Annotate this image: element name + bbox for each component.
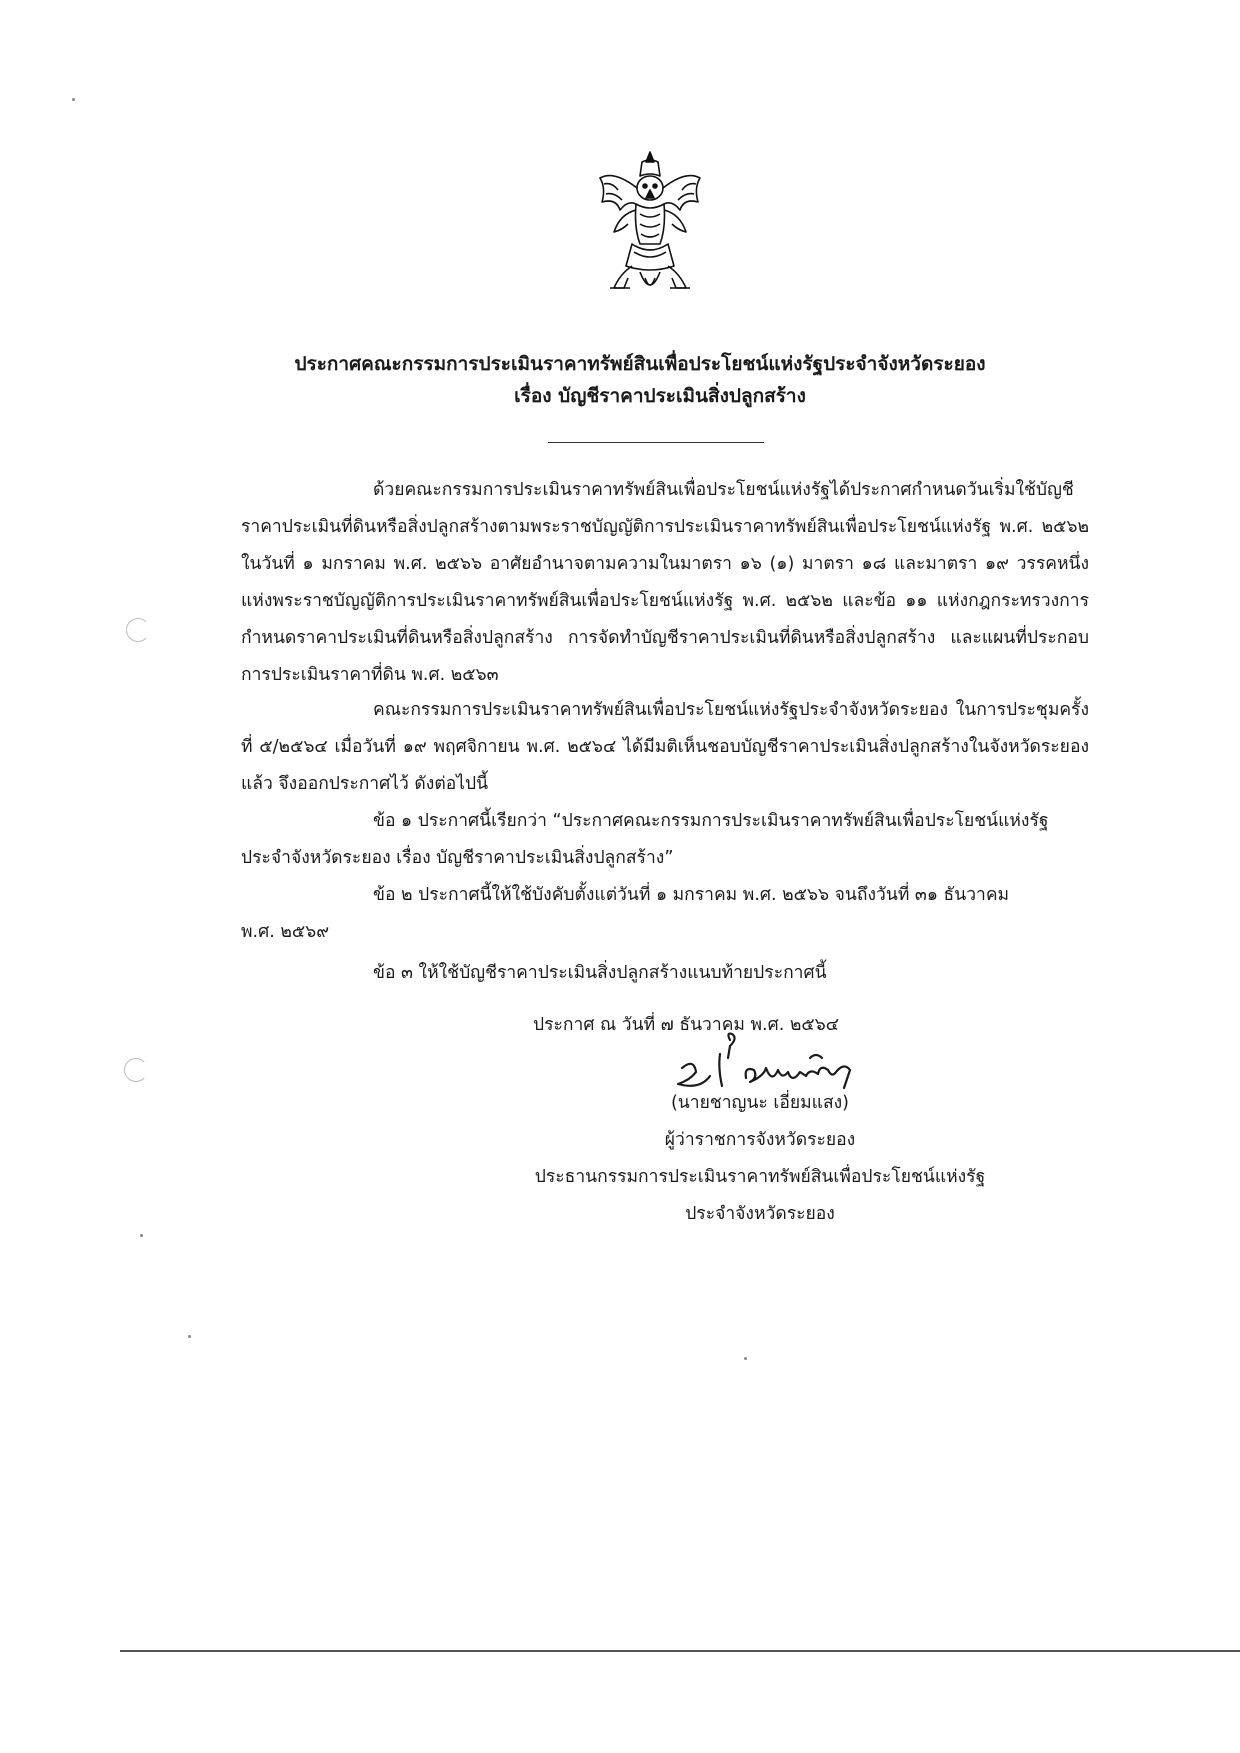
punch-hole-mark [124,1058,148,1082]
scan-speck [72,98,75,101]
scan-speck [188,1335,191,1338]
title-divider [548,442,764,443]
clause-1-line-1: ข้อ ๑ ประกาศนี้เรียกว่า “ประกาศคณะกรรมการประเมินราคาทรัพย์สินเพื่อประโยชน์แห่งรัฐ [373,811,1049,831]
signer-name: (นายชาญนะ เอี่ยมแสง) [670,1093,850,1113]
punch-hole-mark [126,618,150,642]
signer-title: ผู้ว่าราชการจังหวัดระยอง [664,1130,856,1150]
announcement-date: ประกาศ ณ วันที่ ๗ ธันวาคม พ.ศ. ๒๕๖๔ [533,1015,839,1035]
preamble-paragraph: ด้วยคณะกรรมการประเมินราคาทรัพย์สินเพื่อประโยชน์แห่งรัฐได้ประกาศกำหนดวันเริ่มใช้บัญชีราคาประเมินที่ดินหรือสิ่งปลูกสร้างตามพระราชบัญญัติการประเมินราคาทรัพย์สินเพื่อประโยชน์แห่งรัฐ พ.ศ. ๒๕๖๒ ในวันที่ ๑ มกราคม พ.ศ. ๒๕๖๖ อาศัยอำนาจตามความในมาตรา ๑๖ (๑) มาตรา ๑๘ และมาตรา ๑๙ วรรคหนึ่ง แห่งพระราชบัญญัติการประเมินราคาทรัพย์สินเพื่อประโยชน์แห่งรัฐ พ.ศ. ๒๕๖๒ และข้อ ๑๑ แห่งกฎกระทรวงการกำหนดราคาประเมินที่ดินหรือสิ่งปลูกสร้าง การจัดทำบัญชีราคาประเมินที่ดินหรือสิ่งปลูกสร้าง และแผนที่ประกอบการประเมินราคาที่ดิน พ.ศ. ๒๕๖๓ [241,480,1089,685]
document-subject: เรื่อง บัญชีราคาประเมินสิ่งปลูกสร้าง [514,385,806,407]
scan-edge-line [120,1650,1240,1652]
resolution-paragraph: คณะกรรมการประเมินราคาทรัพย์สินเพื่อประโยชน์แห่งรัฐประจำจังหวัดระยอง ในการประชุมครั้งที่ ๕/๒๕๖๔ เมื่อวันที่ ๑๙ พฤศจิกายน พ.ศ. ๒๕๖๔ ได้มีมติเห็นชอบบัญชีราคาประเมินสิ่งปลูกสร้างในจังหวัดระยองแล้ว จึงออกประกาศไว้ ดังต่อไปนี้ [241,700,1089,794]
document-title: ประกาศคณะกรรมการประเมินราคาทรัพย์สินเพื่อประโยชน์แห่งรัฐประจำจังหวัดระยอง [294,353,986,375]
scan-speck [744,1357,747,1360]
garuda-emblem-icon [590,148,710,306]
clause-2-line-2: พ.ศ. ๒๕๖๙ [241,922,330,942]
clause-1-line-2: ประจำจังหวัดระยอง เรื่อง บัญชีราคาประเมินสิ่งปลูกสร้าง” [241,848,674,868]
scan-speck [140,1234,143,1237]
clause-3: ข้อ ๓ ให้ใช้บัญชีราคาประเมินสิ่งปลูกสร้างแนบท้ายประกาศนี้ [373,963,827,983]
signer-committee-role: ประธานกรรมการประเมินราคาทรัพย์สินเพื่อประโยชน์แห่งรัฐ [534,1167,986,1187]
clause-2-line-1: ข้อ ๒ ประกาศนี้ให้ใช้บังคับตั้งแต่วันที่ ๑ มกราคม พ.ศ. ๒๕๖๖ จนถึงวันที่ ๓๑ ธันวาคม [373,885,1010,905]
signer-committee-province: ประจำจังหวัดระยอง [685,1204,835,1224]
